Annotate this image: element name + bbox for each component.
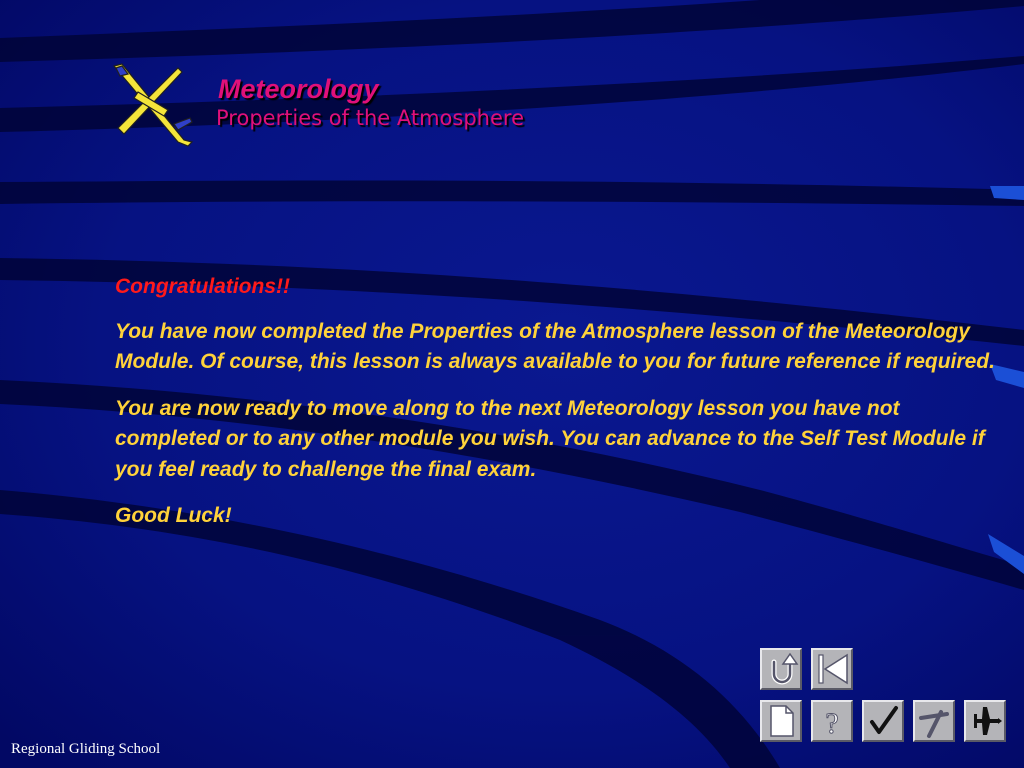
svg-text:?: ?: [825, 707, 839, 740]
first-page-button[interactable]: [811, 648, 853, 690]
help-button[interactable]: [811, 700, 853, 742]
exit-button[interactable]: [964, 700, 1006, 742]
next-steps-paragraph: You are now ready to move along to the next Meteorology lesson you have not completed or to any other module you wish. You can advance to the Self Test Module if you feel ready to challenge the final exam.: [115, 396, 985, 481]
school-name: Regional Gliding School: [11, 741, 161, 757]
notes-icon: [915, 702, 953, 740]
first-page-icon: [813, 650, 851, 688]
return-button[interactable]: [760, 648, 802, 690]
good-luck-text: Good Luck!: [115, 504, 232, 527]
page-title: Meteorology: [218, 74, 379, 104]
page-button[interactable]: [760, 700, 802, 742]
glider-logo-icon: [108, 62, 198, 148]
help-icon: [813, 702, 851, 740]
lesson-completion-message: [115, 272, 995, 548]
airplane-icon: [966, 702, 1004, 740]
notes-button[interactable]: [913, 700, 955, 742]
page-icon: [762, 702, 800, 740]
check-icon: [864, 702, 902, 740]
completion-paragraph: You have now completed the Properties of the Atmosphere lesson of the Meteorology Module. Of course, this lesson is always available to you for future reference if required.: [115, 319, 995, 373]
page-subtitle: Properties of the Atmosphere: [216, 106, 524, 130]
congratulations-text: Congratulations!!: [115, 275, 290, 298]
check-button[interactable]: [862, 700, 904, 742]
return-icon: [762, 650, 800, 688]
